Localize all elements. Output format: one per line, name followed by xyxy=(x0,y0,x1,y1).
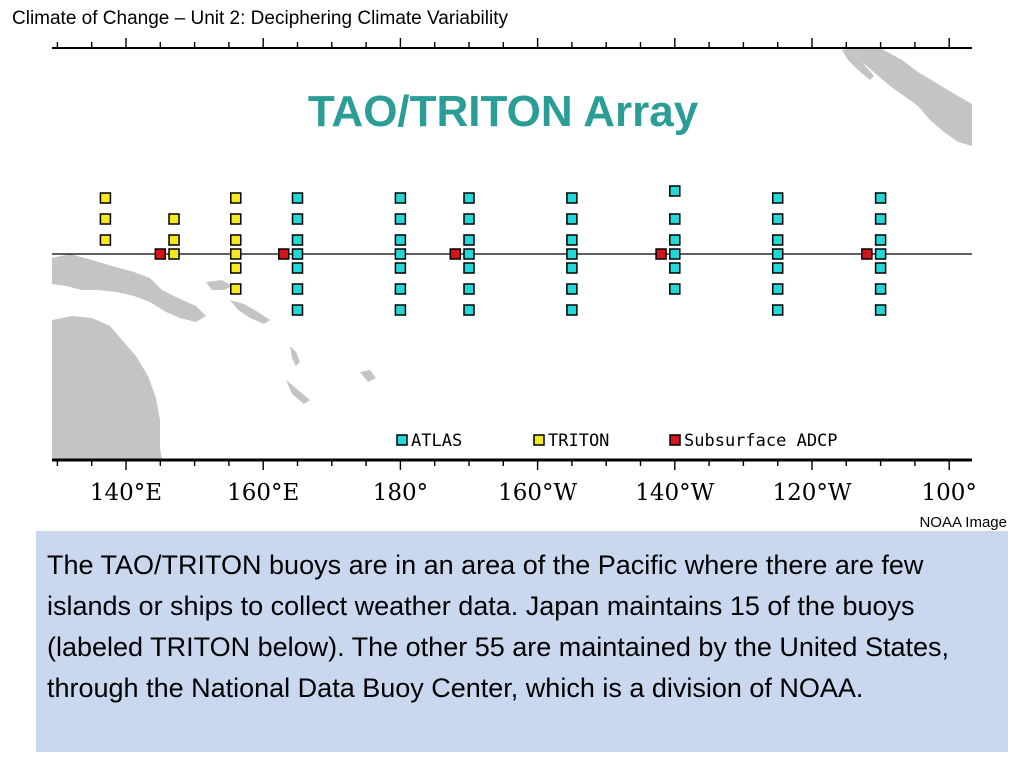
longitude-label: 100° xyxy=(921,480,977,506)
atlas-buoy xyxy=(464,214,474,224)
atlas-buoy xyxy=(773,263,783,273)
atlas-buoy xyxy=(670,214,680,224)
triton-buoy xyxy=(100,193,110,203)
atlas-buoy xyxy=(773,305,783,315)
atlas-buoy xyxy=(567,235,577,245)
longitude-label: 160°E xyxy=(227,480,300,506)
land-central-america xyxy=(852,48,972,146)
atlas-buoy xyxy=(670,186,680,196)
land-new-caledonia xyxy=(286,380,310,404)
atlas-buoy xyxy=(395,235,405,245)
longitude-label: 140°W xyxy=(635,480,715,506)
top-axis-ticks xyxy=(57,38,949,48)
adcp-buoy xyxy=(155,249,165,259)
land-vanuatu xyxy=(290,346,300,366)
atlas-buoy xyxy=(293,235,303,245)
legend-label-adcp: Subsurface ADCP xyxy=(684,431,838,451)
image-credit: NOAA Image xyxy=(919,514,1007,531)
adcp-buoy xyxy=(450,249,460,259)
atlas-buoy xyxy=(395,263,405,273)
atlas-buoy xyxy=(567,214,577,224)
atlas-buoy xyxy=(464,235,474,245)
atlas-buoy xyxy=(395,249,405,259)
atlas-buoy xyxy=(670,235,680,245)
triton-buoy xyxy=(231,193,241,203)
land-fiji xyxy=(360,370,376,382)
atlas-buoy xyxy=(876,284,886,294)
longitude-label: 120°W xyxy=(772,480,852,506)
atlas-buoy xyxy=(464,284,474,294)
buoy-markers xyxy=(100,186,885,315)
atlas-buoy xyxy=(293,249,303,259)
longitude-label: 160°W xyxy=(498,480,578,506)
atlas-buoy xyxy=(670,263,680,273)
atlas-buoy xyxy=(567,284,577,294)
atlas-buoy xyxy=(876,214,886,224)
atlas-buoy xyxy=(567,193,577,203)
atlas-buoy xyxy=(464,193,474,203)
legend-swatch-atlas xyxy=(397,435,407,445)
triton-buoy xyxy=(231,214,241,224)
triton-buoy xyxy=(231,235,241,245)
triton-buoy xyxy=(231,284,241,294)
legend-label-triton: TRITON xyxy=(548,431,610,451)
atlas-buoy xyxy=(670,284,680,294)
atlas-buoy xyxy=(876,263,886,273)
triton-buoy xyxy=(169,235,179,245)
atlas-buoy xyxy=(773,235,783,245)
triton-buoy xyxy=(231,263,241,273)
atlas-buoy xyxy=(773,249,783,259)
slide-header: Climate of Change – Unit 2: Deciphering Climate Variability xyxy=(12,8,508,29)
triton-buoy xyxy=(231,249,241,259)
legend-swatch-adcp xyxy=(670,435,680,445)
atlas-buoy xyxy=(876,235,886,245)
atlas-buoy xyxy=(464,263,474,273)
triton-buoy xyxy=(169,249,179,259)
caption-box xyxy=(36,531,1008,752)
atlas-buoy xyxy=(395,214,405,224)
triton-buoy xyxy=(169,214,179,224)
atlas-buoy xyxy=(395,305,405,315)
atlas-buoy xyxy=(773,214,783,224)
legend-swatch-triton xyxy=(534,435,544,445)
longitude-labels xyxy=(90,480,977,506)
land-australia xyxy=(52,316,162,460)
adcp-buoy xyxy=(279,249,289,259)
atlas-buoy xyxy=(876,249,886,259)
atlas-buoy xyxy=(293,305,303,315)
land-new-guinea xyxy=(52,254,206,322)
adcp-buoy xyxy=(656,249,666,259)
adcp-buoy xyxy=(862,249,872,259)
atlas-buoy xyxy=(567,249,577,259)
atlas-buoy xyxy=(293,193,303,203)
caption-text: The TAO/TRITON buoys are in an area of the Pacific where there are few islands or ships to collect weather data. Japan maintains 15 of the buoys (labeled TRITON below). The other 55 are maintained by the United States, through the National Data Buoy Center, which is a division of NOAA. xyxy=(47,550,949,703)
atlas-buoy xyxy=(464,249,474,259)
triton-buoy xyxy=(100,214,110,224)
atlas-buoy xyxy=(773,284,783,294)
atlas-buoy xyxy=(395,284,405,294)
longitude-label: 180° xyxy=(372,480,429,506)
atlas-buoy xyxy=(293,263,303,273)
legend-label-atlas: ATLAS xyxy=(411,431,463,451)
atlas-buoy xyxy=(670,249,680,259)
atlas-buoy xyxy=(876,305,886,315)
land-new-britain xyxy=(206,280,232,290)
atlas-buoy xyxy=(773,193,783,203)
triton-buoy xyxy=(100,235,110,245)
land-solomon-islands xyxy=(230,300,270,324)
map-title: TAO/TRITON Array xyxy=(307,87,699,136)
atlas-buoy xyxy=(567,263,577,273)
atlas-buoy xyxy=(876,193,886,203)
atlas-buoy xyxy=(293,284,303,294)
atlas-buoy xyxy=(567,305,577,315)
map-legend xyxy=(397,431,838,451)
longitude-label: 140°E xyxy=(89,480,163,506)
atlas-buoy xyxy=(464,305,474,315)
atlas-buoy xyxy=(293,214,303,224)
atlas-buoy xyxy=(395,193,405,203)
